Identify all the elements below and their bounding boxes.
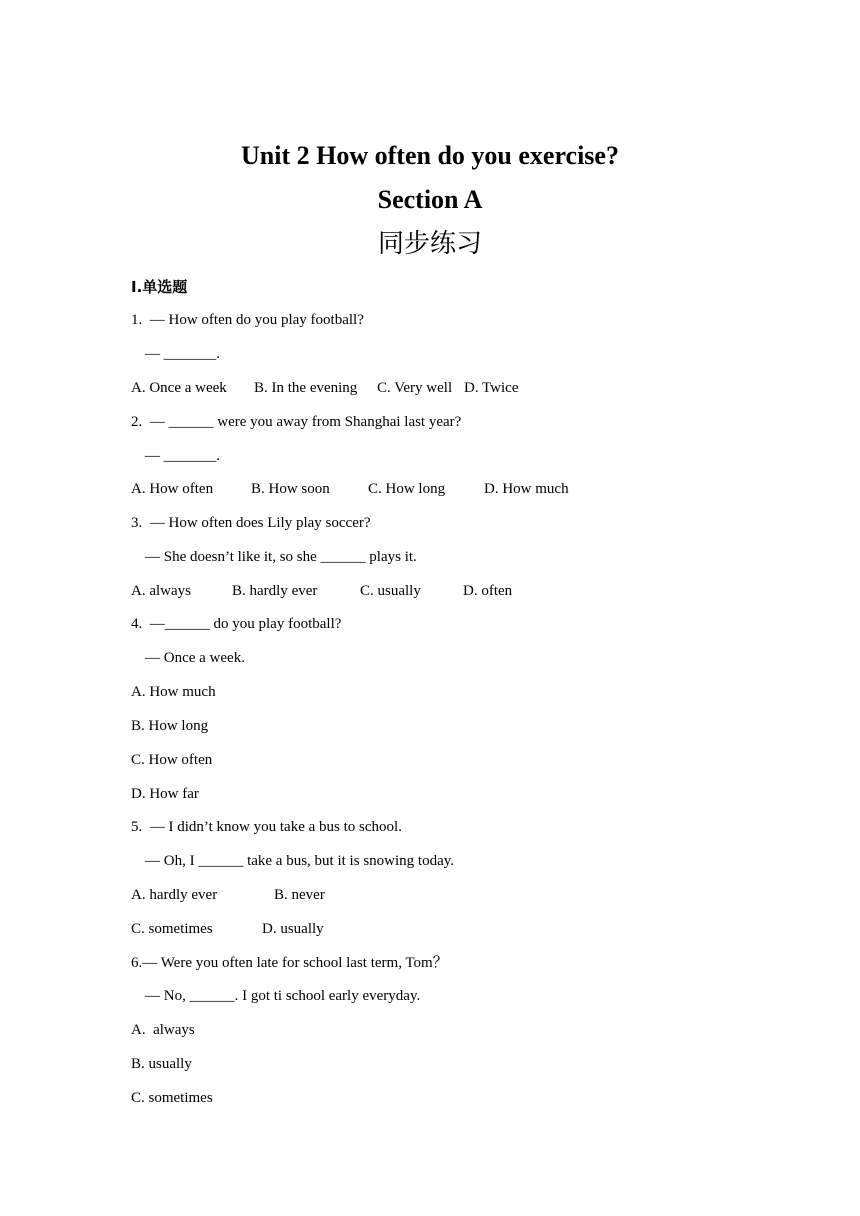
question-2-text: 2. — ______ were you away from Shanghai last year?: [131, 414, 462, 430]
question-5-option-b[interactable]: B. never: [274, 887, 325, 903]
question-2-option-d[interactable]: D. How much: [484, 481, 569, 497]
question-5-option-a[interactable]: A. hardly ever: [131, 887, 218, 903]
question-5-option-c[interactable]: C. sometimes: [131, 921, 213, 937]
page-title: Unit 2 How often do you exercise?: [241, 141, 619, 170]
question-3-text: 3. — How often does Lily play soccer?: [131, 515, 371, 531]
question-section-heading: Ⅰ.单选题: [131, 278, 188, 296]
question-4-answer-line: — Once a week.: [145, 650, 245, 666]
question-3-option-c[interactable]: C. usually: [360, 583, 421, 599]
question-3-option-a[interactable]: A. always: [131, 583, 191, 599]
question-4-text: 4. —______ do you play football?: [131, 616, 342, 632]
question-4-option-c[interactable]: C. How often: [131, 752, 213, 768]
question-4-option-a[interactable]: A. How much: [131, 684, 216, 700]
question-6-answer-line: — No, ______. I got ti school early everyday.: [145, 988, 421, 1004]
question-6-text: 6.— Were you often late for school last term, Tom？: [131, 955, 448, 971]
question-1-text: 1. — How often do you play football?: [131, 312, 364, 328]
question-1-option-a[interactable]: A. Once a week: [131, 380, 227, 396]
question-3-option-b[interactable]: B. hardly ever: [232, 583, 318, 599]
question-2-option-a[interactable]: A. How often: [131, 481, 214, 497]
question-6-option-b[interactable]: B. usually: [131, 1056, 192, 1072]
question-3-option-d[interactable]: D. often: [463, 583, 513, 599]
question-2-answer-blank: — _______.: [145, 448, 220, 464]
question-6-option-c[interactable]: C. sometimes: [131, 1090, 213, 1106]
question-1-answer-blank: — _______.: [145, 346, 220, 362]
question-1-option-d[interactable]: D. Twice: [464, 380, 519, 396]
section-title: Section A: [377, 185, 483, 214]
question-5-option-d[interactable]: D. usually: [262, 921, 324, 937]
question-1-option-b[interactable]: B. In the evening: [254, 380, 358, 396]
question-2-option-b[interactable]: B. How soon: [251, 481, 330, 497]
question-5-text: 5. — I didn’t know you take a bus to school.: [131, 819, 402, 835]
question-6-option-a[interactable]: A. always: [131, 1022, 195, 1038]
question-3-answer-line: — She doesn’t like it, so she ______ plays it.: [145, 549, 417, 565]
practice-title: 同步练习: [377, 229, 482, 259]
question-1-option-c[interactable]: C. Very well: [377, 380, 453, 396]
question-5-answer-line: — Oh, I ______ take a bus, but it is snowing today.: [145, 853, 455, 869]
question-2-option-c[interactable]: C. How long: [368, 481, 446, 497]
question-4-option-d[interactable]: D. How far: [131, 786, 199, 802]
question-4-option-b[interactable]: B. How long: [131, 718, 209, 734]
